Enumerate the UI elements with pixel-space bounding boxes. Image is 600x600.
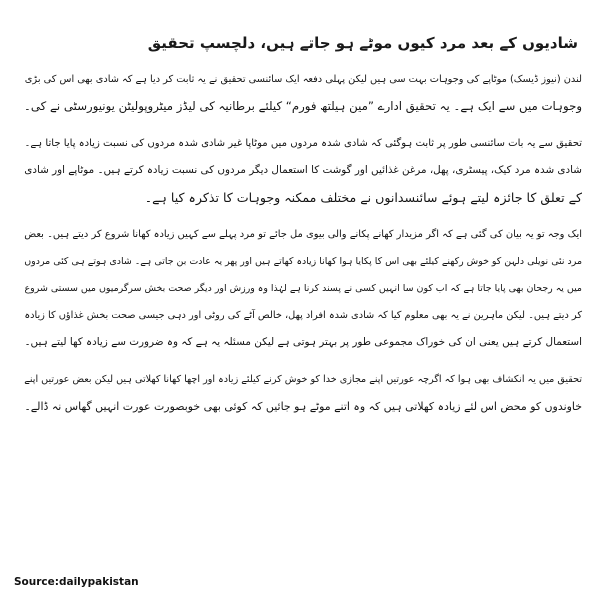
- paragraph-3: [18, 221, 582, 356]
- paragraph-line: تحقیق سے یہ بات سائنسی طور پر ثابت ہوگئی کہ شادی شدہ مردوں میں موٹاپا غیر شادی شدہ مردوں کی نسبت زیادہ پایا جاتا ہے۔: [24, 138, 582, 149]
- paragraph-1: [18, 66, 582, 120]
- paragraph-line: کر دیتے ہیں۔ لیکن ماہرین نے یہ بھی معلوم کیا کہ شادی شدہ افراد پھل، خالص آٹے کی روٹی اور دہی جیسی صحت بخش غذاؤں کا زیادہ: [24, 310, 582, 321]
- paragraph-line: تحقیق میں یہ انکشاف بھی ہوا کہ اگرچہ عورتیں اپنے مجازی خدا کو خوش کرنے کیلئے زیادہ اور اچھا کھانا کھلاتی ہیں لیکن بعض عورتیں اپنے: [24, 374, 582, 385]
- paragraph-line: خاوندوں کو محض اس لئے زیادہ کھلاتی ہیں کہ وہ اتنے موٹے ہو جائیں کہ کوئی بھی خوبصورت عورت انہیں گھاس نہ ڈالے۔: [24, 400, 582, 413]
- paragraph-line: لندن (نیوز ڈیسک) موٹاپے کی وجوہات بہت سی ہیں لیکن پہلی دفعہ ایک سائنسی تحقیق نے یہ ثابت کر دیا ہے کہ شادی بھی اس کی بڑی: [24, 74, 582, 85]
- paragraph-line: وجوہات میں سے ایک ہے۔ یہ تحقیق ادارے ”مین ہیلتھ فورم“ کیلئے برطانیہ کی لیڈز میٹروپولیٹن یونیورسٹی نے کی۔: [24, 99, 582, 113]
- paragraph-2: [18, 130, 582, 211]
- source-credit: Source:dailypakistan: [14, 576, 139, 588]
- article-title: شادیوں کے بعد مرد کیوں موٹے ہو جاتے ہیں، دلچسپ تحقیق: [147, 34, 578, 52]
- paragraph-line: ایک وجہ تو یہ بیان کی گئی ہے کہ اگر مزیدار کھانے پکانے والی بیوی مل جائے تو مرد پہلے سے کہیں زیادہ کھانا شروع کر دیتے ہیں۔ بعض: [24, 229, 582, 240]
- paragraph-line: میں یہ رجحان بھی پایا جاتا ہے کہ اب کون سا انہیں کسی نے پسند کرنا ہے لہٰذا وہ ورزش اور دیگر صحت بخش سرگرمیوں میں سستی شروع: [24, 283, 582, 294]
- paragraph-line: مرد نئی نویلی دلہن کو خوش رکھنے کیلئے بھی اس کا پکایا ہوا کھانا زیادہ کھاتے ہیں اور پھر یہ عادت بن جاتی ہے۔ شادی ہوتے ہی کئی مردوں: [24, 256, 582, 267]
- paragraph-line: شادی شدہ مرد کیک، پیسٹری، پھل، مرغن غذائیں اور گوشت کا استعمال دیگر مردوں کی نسبت زیادہ کرتے ہیں۔ موٹاپے اور شادی: [24, 164, 582, 176]
- paragraph-line: استعمال کرتے ہیں یعنی ان کی خوراک مجموعی طور پر بہتر ہوتی ہے لیکن مسئلہ یہ ہے کہ وہ ضرورت سے زیادہ کھا لیتے ہیں۔: [24, 336, 582, 348]
- paragraph-line: کے تعلق کا جائزہ لیتے ہوئے سائنسدانوں نے مختلف ممکنہ وجوہات کا تذکرہ کیا ہے۔: [144, 190, 582, 205]
- paragraph-4: [18, 366, 582, 420]
